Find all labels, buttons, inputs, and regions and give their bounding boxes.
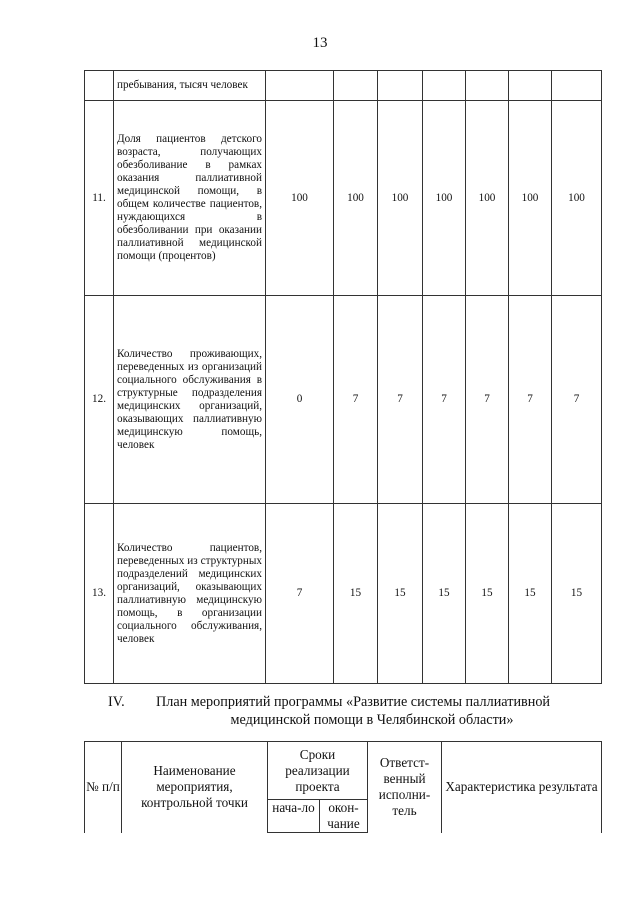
value-cell: 100 (509, 101, 552, 296)
table-row (85, 296, 602, 504)
value-cell: 7 (552, 296, 602, 504)
value-cell: 7 (466, 296, 509, 504)
value-cell: 7 (334, 296, 378, 504)
value-cell (552, 71, 602, 101)
header-number: № п/п (85, 742, 122, 833)
value-cell: 15 (334, 504, 378, 684)
section-heading (108, 693, 598, 729)
table-row (85, 504, 602, 684)
value-cell (466, 71, 509, 101)
value-cell: 15 (378, 504, 423, 684)
row-number-cell: 11. (85, 101, 114, 296)
value-cell (334, 71, 378, 101)
value-cell: 0 (266, 296, 334, 504)
value-cell: 100 (423, 101, 466, 296)
header-responsible: Ответст-венный исполни-тель (368, 742, 442, 833)
plan-table-header (84, 741, 602, 833)
value-cell: 7 (509, 296, 552, 504)
indicator-name-cell: Количество пациентов, переведенных из структурных подразделений медицинских организаций, оказывающих паллиативную медицинскую помощь, в организации социального обслуживания, человек (114, 504, 266, 684)
header-terms: Сроки реализации проекта (268, 742, 368, 800)
header-end: окон-чание (320, 800, 368, 833)
row-number-cell: 13. (85, 504, 114, 684)
indicator-name-cell: Доля пациентов детского возраста, получающих обезболивание в рамках оказания паллиативной медицинской помощи, в общем количестве пациентов, нуждающихся в обезболивании при оказании паллиативной медицинской помощи (процентов) (114, 101, 266, 296)
value-cell: 100 (266, 101, 334, 296)
value-cell: 100 (334, 101, 378, 296)
value-cell (509, 71, 552, 101)
value-cell: 7 (266, 504, 334, 684)
value-cell: 100 (378, 101, 423, 296)
indicator-name-cell: пребывания, тысяч человек (114, 71, 266, 101)
value-cell (423, 71, 466, 101)
value-cell (378, 71, 423, 101)
section-title-line-2: медицинской помощи в Челябинской области» (230, 712, 514, 728)
header-result: Характеристика результата (442, 742, 602, 833)
header-start: нача-ло (268, 800, 320, 833)
value-cell: 15 (552, 504, 602, 684)
value-cell: 100 (552, 101, 602, 296)
section-number: IV. (108, 694, 125, 710)
page-number: 13 (312, 35, 328, 51)
value-cell: 100 (466, 101, 509, 296)
value-cell: 7 (378, 296, 423, 504)
value-cell: 15 (509, 504, 552, 684)
row-number-cell (85, 71, 114, 101)
table-row (85, 101, 602, 296)
table-row-continuation (85, 71, 602, 101)
indicator-name-cell: Количество проживающих, переведенных из организаций социального обслуживания в структурные подразделения медицинских организаций, оказывающих паллиативную медицинскую помощь, человек (114, 296, 266, 504)
value-cell: 15 (466, 504, 509, 684)
value-cell: 7 (423, 296, 466, 504)
indicator-table (84, 70, 602, 684)
value-cell: 15 (423, 504, 466, 684)
row-number-cell: 12. (85, 296, 114, 504)
section-title-line-1: План мероприятий программы «Развитие системы паллиативной (156, 694, 551, 710)
value-cell (266, 71, 334, 101)
header-name: Наименование мероприятия, контрольной точки (122, 742, 268, 833)
